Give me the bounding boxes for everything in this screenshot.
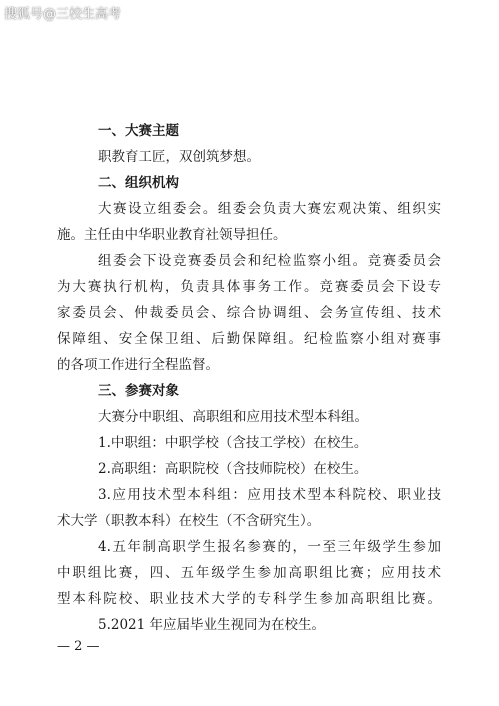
paragraph-line: 组委会下设竞赛委员会和纪检监察小组。竞赛委员会 bbox=[98, 253, 441, 269]
paragraph-line: 保障组、安全保卫组、后勤保障组。纪检监察小组对赛事 bbox=[57, 331, 441, 347]
paragraph-line: 大赛设立组委会。组委会负责大赛宏观决策、组织实 bbox=[98, 201, 441, 217]
section-heading-theme: 一、大赛主题 bbox=[98, 123, 179, 139]
paragraph-line: 4.五年制高职学生报名参赛的，一至三年级学生参加 bbox=[98, 539, 441, 555]
paragraph-line: 中职组比赛，四、五年级学生参加高职组比赛；应用技术 bbox=[57, 565, 441, 581]
page-number: — 2 — bbox=[57, 639, 100, 654]
paragraph-line: 的各项工作进行全程监督。 bbox=[57, 357, 219, 373]
watermark: 搜狐号@三校生高考 bbox=[4, 7, 122, 22]
paragraph-line: 型本科院校、职业技术大学的专科学生参加高职组比赛。 bbox=[57, 591, 441, 607]
paragraph-line: 术大学（职教本科）在校生（不含研究生）。 bbox=[57, 513, 321, 529]
paragraph-line: 5.2021 年应届毕业生视同为在校生。 bbox=[98, 617, 326, 633]
paragraph-line: 1.中职组：中职学校（含技工学校）在校生。 bbox=[98, 435, 368, 451]
paragraph-line: 施。主任由中华职业教育社领导担任。 bbox=[57, 227, 287, 243]
paragraph-line: 为大赛执行机构，负责具体事务工作。竞赛委员会下设专 bbox=[57, 279, 441, 295]
paragraph-line: 大赛分中职组、高职组和应用技术型本科组。 bbox=[98, 409, 368, 425]
paragraph-line: 3.应用技术型本科组：应用技术型本科院校、职业技 bbox=[98, 487, 441, 503]
paragraph-line: 家委员会、仲裁委员会、综合协调组、会务宣传组、技术 bbox=[57, 305, 441, 321]
section-heading-organization: 二、组织机构 bbox=[98, 175, 179, 191]
paragraph-line: 2.高职组：高职院校（含技师院校）在校生。 bbox=[98, 461, 368, 477]
paragraph-line: 职教育工匠，双创筑梦想。 bbox=[98, 149, 260, 165]
section-heading-participants: 三、参赛对象 bbox=[98, 383, 179, 399]
